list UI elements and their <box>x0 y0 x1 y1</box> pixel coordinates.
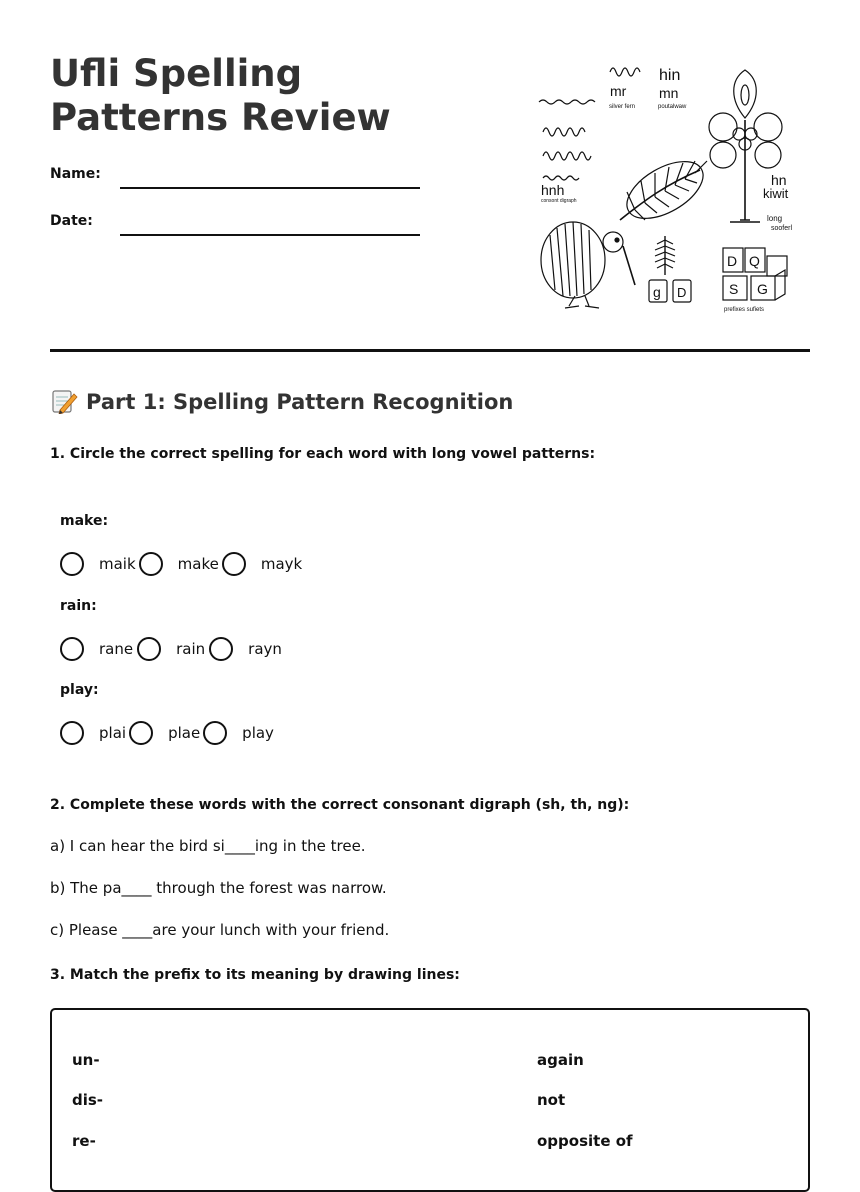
option-text: plai <box>99 724 127 742</box>
svg-text:poutalwaw: poutalwaw <box>658 104 687 110</box>
fill-in-sentence: a) I can hear the bird si____ing in the tree. <box>50 837 366 855</box>
fill-in-sentence: c) Please ____are your lunch with your friend. <box>50 921 390 939</box>
memo-icon <box>50 388 78 414</box>
svg-text:Q: Q <box>749 253 760 269</box>
radio-circle[interactable] <box>203 721 227 745</box>
option-text: plae <box>168 724 201 742</box>
meaning-item[interactable]: again <box>537 1051 584 1069</box>
radio-circle[interactable] <box>60 552 84 576</box>
section-divider <box>50 349 810 352</box>
word-label: rain: <box>60 598 97 614</box>
svg-text:D: D <box>727 253 738 269</box>
meaning-item[interactable]: not <box>537 1091 566 1109</box>
word-label: make: <box>60 513 109 529</box>
date-label: Date: <box>50 213 93 229</box>
svg-text:sooferl: sooferl <box>771 225 793 232</box>
option-text: rain <box>176 640 206 658</box>
option-text: mayk <box>260 555 303 573</box>
name-label: Name: <box>50 166 101 182</box>
svg-text:hn: hn <box>771 172 787 188</box>
radio-circle[interactable] <box>137 637 161 661</box>
svg-text:S: S <box>729 281 739 297</box>
part-1-heading <box>50 388 513 414</box>
radio-circle[interactable] <box>139 552 163 576</box>
meaning-item[interactable]: opposite of <box>537 1132 633 1150</box>
question-1-prompt: 1. Circle the correct spelling for each word with long vowel patterns: <box>50 446 596 462</box>
option-text: make <box>177 555 219 573</box>
svg-text:hin: hin <box>659 67 681 84</box>
fill-in-sentence: b) The pa____ through the forest was narrow. <box>50 879 387 897</box>
option-row <box>60 721 274 745</box>
option-text: maik <box>99 555 136 573</box>
prefix-item[interactable]: re- <box>72 1132 96 1150</box>
svg-text:long: long <box>767 214 783 223</box>
matching-box <box>50 1008 810 1192</box>
prefix-item[interactable]: un- <box>72 1051 100 1069</box>
question-3-prompt: 3. Match the prefix to its meaning by drawing lines: <box>50 967 460 983</box>
svg-text:kiwit: kiwit <box>763 186 789 201</box>
prefix-item[interactable]: dis- <box>72 1091 104 1109</box>
radio-circle[interactable] <box>60 721 84 745</box>
date-field[interactable] <box>120 234 420 236</box>
svg-text:prefixes sufiets: prefixes sufiets <box>724 307 765 313</box>
option-row <box>60 552 302 576</box>
radio-circle[interactable] <box>129 721 153 745</box>
word-label: play: <box>60 682 99 698</box>
svg-text:hnh: hnh <box>541 182 565 198</box>
svg-text:consont digraph: consont digraph <box>541 198 577 204</box>
radio-circle[interactable] <box>60 637 84 661</box>
svg-text:G: G <box>757 281 768 297</box>
question-2-prompt: 2. Complete these words with the correct consonant digraph (sh, th, ng): <box>50 797 630 813</box>
page-title: Ufli Spelling Patterns Review <box>50 52 391 139</box>
option-text: rane <box>99 640 134 658</box>
svg-text:silver fern: silver fern <box>609 104 636 110</box>
option-row <box>60 637 282 661</box>
svg-text:mn: mn <box>659 85 679 101</box>
radio-circle[interactable] <box>222 552 246 576</box>
svg-text:g: g <box>653 284 661 300</box>
radio-circle[interactable] <box>209 637 233 661</box>
svg-text:mr: mr <box>610 83 627 99</box>
svg-text:D: D <box>677 285 687 300</box>
name-field[interactable] <box>120 187 420 189</box>
worksheet-illustration <box>535 60 810 320</box>
option-text: play <box>242 724 274 742</box>
part-1-title: Part 1: Spelling Pattern Recognition <box>86 390 514 414</box>
option-text: rayn <box>248 640 282 658</box>
